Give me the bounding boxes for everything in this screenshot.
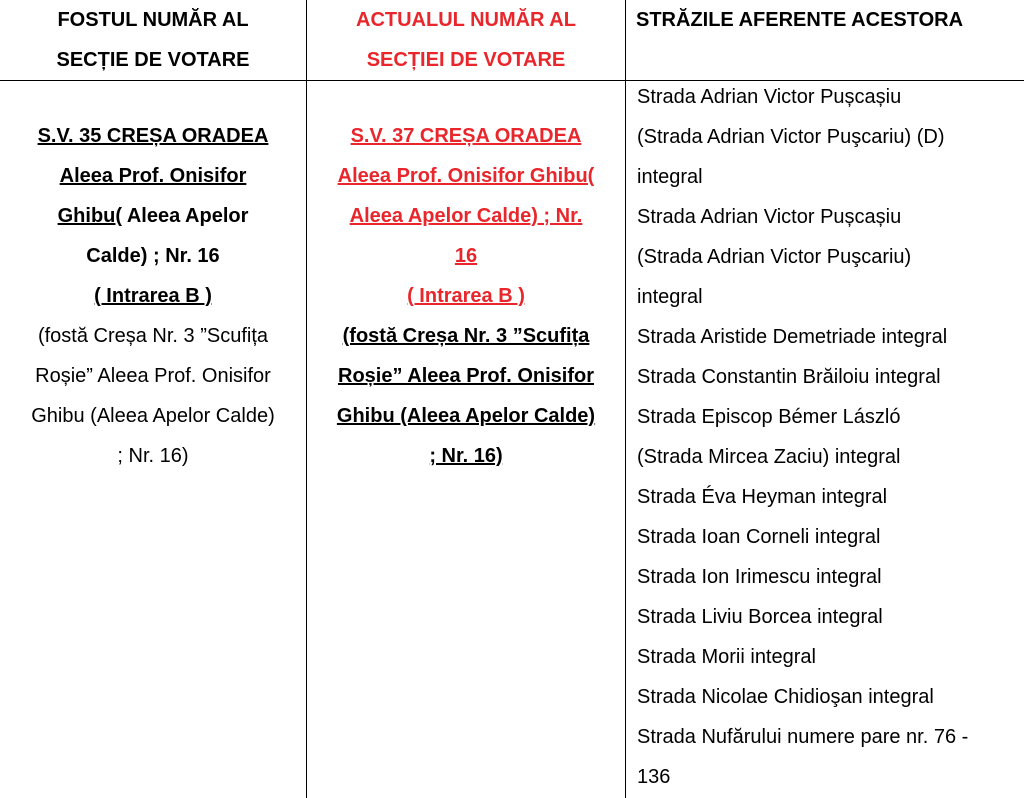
street-line: Strada Episcop Bémer László bbox=[637, 406, 901, 428]
old-section-cell bbox=[0, 116, 306, 476]
old-section-address bbox=[0, 196, 306, 236]
new-section-address: Aleea Apelor Calde) ; Nr. bbox=[349, 205, 583, 227]
header-streets bbox=[626, 0, 1024, 40]
new-section-former-name: Ghibu (Aleea Apelor Calde) bbox=[336, 405, 596, 427]
street-line: Strada Adrian Victor Pușcașiu bbox=[637, 206, 902, 228]
street-line: (Strada Adrian Victor Puşcariu) (D) bbox=[637, 126, 945, 148]
header-text: SECȚIEI DE VOTARE bbox=[366, 49, 566, 71]
street-line: Strada Adrian Victor Pușcașiu bbox=[637, 86, 902, 108]
street-line: Strada Morii integral bbox=[637, 646, 816, 668]
old-section-address-part: Aleea Apelor bbox=[122, 205, 249, 227]
header-old-section bbox=[0, 0, 306, 80]
old-section-former-name: Ghibu (Aleea Apelor Calde) bbox=[31, 405, 275, 427]
header-text: FOSTUL NUMĂR AL bbox=[57, 9, 249, 31]
street-line: (Strada Mircea Zaciu) integral bbox=[637, 446, 901, 468]
new-section-former-name: Roșie” Aleea Prof. Onisifor bbox=[338, 365, 594, 387]
street-line: (Strada Adrian Victor Puşcariu) bbox=[637, 246, 912, 268]
street-line: integral bbox=[637, 286, 703, 308]
street-line: Strada Nufărului numere pare nr. 76 - bbox=[637, 726, 969, 748]
new-section-former-name: (fostă Creșa Nr. 3 ”Scufița bbox=[342, 325, 590, 347]
old-section-title: S.V. 35 CREȘA ORADEA bbox=[37, 125, 269, 147]
streets-cell bbox=[626, 77, 1024, 797]
header-new-section bbox=[307, 0, 625, 80]
old-section-former-name: (fostă Creșa Nr. 3 ”Scufița bbox=[37, 325, 269, 347]
old-section-entrance: ( Intrarea B ) bbox=[94, 285, 212, 307]
new-section-cell bbox=[307, 116, 625, 476]
street-line: Strada Nicolae Chidioşan integral bbox=[637, 686, 934, 708]
street-line: Strada Liviu Borcea integral bbox=[637, 606, 883, 628]
old-section-address: Calde) ; Nr. 16 bbox=[86, 245, 220, 267]
new-section-address: 16 bbox=[454, 245, 478, 267]
street-line: Strada Ion Irimescu integral bbox=[637, 566, 882, 588]
new-section-former-name: ; Nr. 16) bbox=[429, 445, 503, 467]
street-line: Strada Éva Heyman integral bbox=[637, 486, 888, 508]
street-line: Strada Constantin Brăiloiu integral bbox=[637, 366, 941, 388]
new-section-title: S.V. 37 CREȘA ORADEA bbox=[350, 125, 582, 147]
street-line: 136 bbox=[637, 766, 671, 788]
street-line: Strada Aristide Demetriade integral bbox=[637, 326, 948, 348]
header-text: STRĂZILE AFERENTE ACESTORA bbox=[636, 9, 964, 31]
street-line: Strada Ioan Corneli integral bbox=[637, 526, 881, 548]
header-text: ACTUALUL NUMĂR AL bbox=[356, 9, 576, 31]
new-section-address: Aleea Prof. Onisifor Ghibu( bbox=[337, 165, 595, 187]
old-section-former-name: Roșie” Aleea Prof. Onisifor bbox=[35, 365, 271, 387]
old-section-address: Aleea Prof. Onisifor bbox=[59, 165, 247, 187]
old-section-former-name: ; Nr. 16) bbox=[117, 445, 189, 467]
header-text: SECȚIE DE VOTARE bbox=[56, 49, 250, 71]
old-section-address-part: Ghibu( bbox=[57, 205, 123, 227]
street-line: integral bbox=[637, 166, 703, 188]
new-section-entrance: ( Intrarea B ) bbox=[407, 285, 525, 307]
